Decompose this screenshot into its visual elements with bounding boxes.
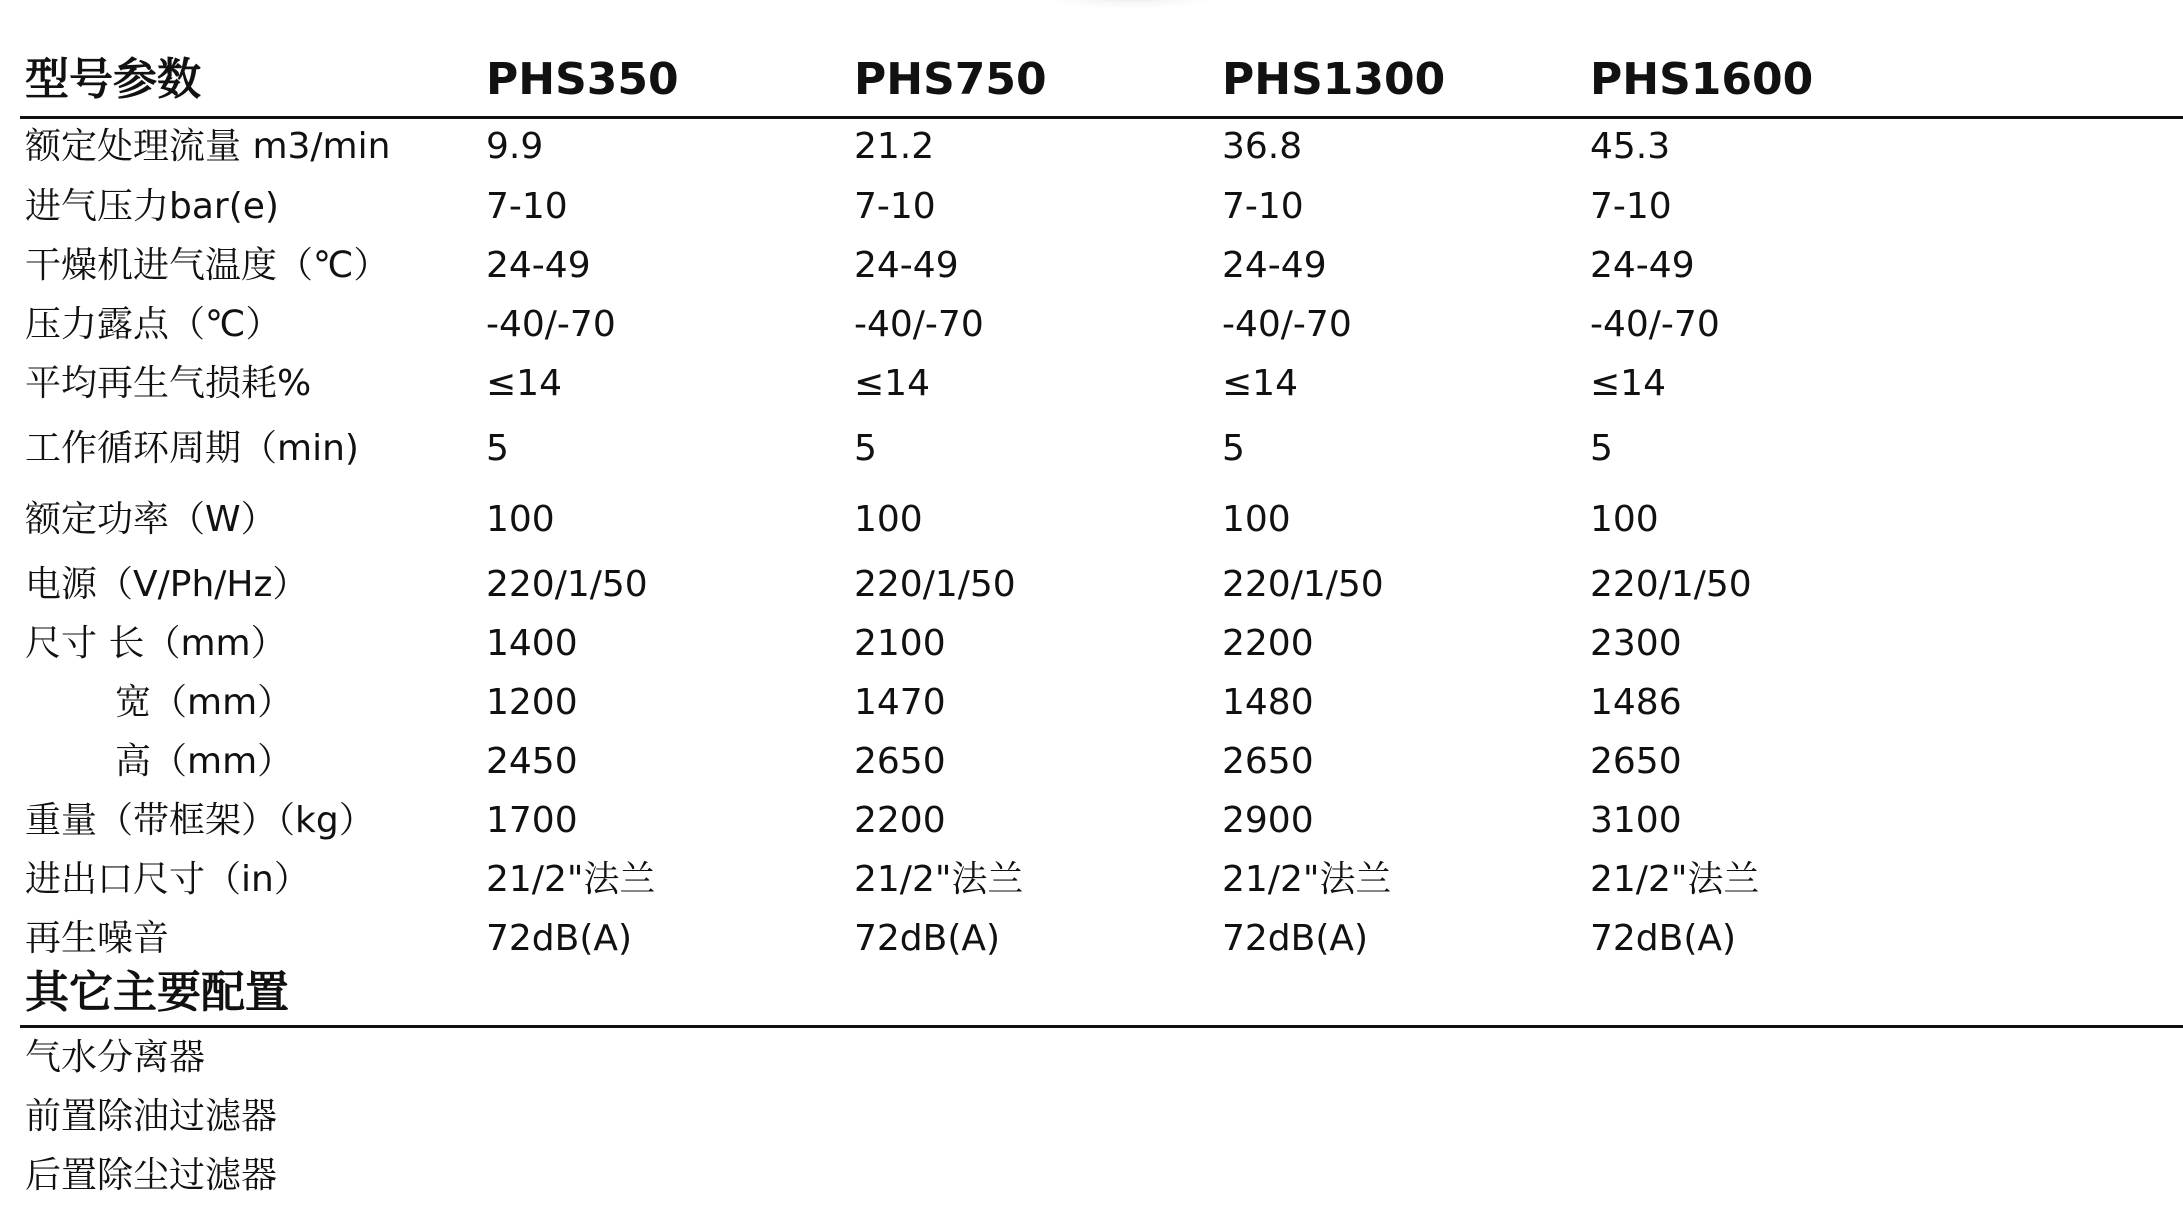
- row-value: 45.3: [1590, 126, 1671, 167]
- row-value: 1400: [486, 623, 578, 664]
- row-value: ≤14: [486, 363, 562, 404]
- row-value: 100: [1590, 499, 1659, 540]
- row-label: 进气压力bar(e): [25, 186, 279, 227]
- row-value: 220/1/50: [854, 564, 1016, 605]
- row-label: 重量（带框架）（kg）: [25, 800, 375, 841]
- row-value: 2200: [854, 800, 946, 841]
- config-item: 气水分离器: [25, 1037, 206, 1078]
- model-phs1600: PHS1600: [1590, 54, 1814, 105]
- table-row: [0, 295, 2183, 355]
- table-row: [0, 614, 2183, 674]
- row-value: -40/-70: [486, 304, 616, 345]
- row-label: 平均再生气损耗%: [25, 363, 312, 404]
- table-row: [0, 850, 2183, 910]
- row-value: 5: [486, 428, 509, 469]
- row-value: -40/-70: [854, 304, 984, 345]
- row-label: 电源（V/Ph/Hz）: [25, 564, 309, 605]
- config-item: 前置除油过滤器: [25, 1096, 278, 1137]
- row-value: 1700: [486, 800, 578, 841]
- table-row: [0, 177, 2183, 237]
- row-value: 24-49: [1590, 245, 1695, 286]
- table-row: [0, 490, 2183, 550]
- row-value: 5: [1222, 428, 1245, 469]
- model-phs1300: PHS1300: [1222, 54, 1446, 105]
- row-value: 1470: [854, 682, 946, 723]
- table-row: [0, 419, 2183, 479]
- row-value: 2650: [1590, 741, 1682, 782]
- table-row: [0, 673, 2183, 733]
- row-label: 进出口尺寸（in）: [25, 859, 310, 900]
- config-item: 后置除尘过滤器: [25, 1155, 278, 1196]
- row-value: ≤14: [1590, 363, 1666, 404]
- row-label: 尺寸 长（mm）: [25, 623, 287, 664]
- row-value: 100: [1222, 499, 1291, 540]
- row-value: 72dB(A): [854, 918, 1001, 959]
- row-value: 72dB(A): [1590, 918, 1737, 959]
- table-row: [0, 117, 2183, 177]
- row-label: 干燥机进气温度（℃）: [25, 245, 390, 286]
- row-value: -40/-70: [1590, 304, 1720, 345]
- row-value: 2650: [854, 741, 946, 782]
- row-value: 24-49: [1222, 245, 1327, 286]
- row-label: 压力露点（℃）: [25, 304, 282, 345]
- row-value: 24-49: [854, 245, 959, 286]
- row-value: 2100: [854, 623, 946, 664]
- row-value: 100: [486, 499, 555, 540]
- row-value: 2650: [1222, 741, 1314, 782]
- row-label: 高（mm）: [115, 741, 294, 782]
- row-value: 21/2"法兰: [1590, 859, 1760, 900]
- table-row: [0, 791, 2183, 851]
- row-value: 220/1/50: [486, 564, 648, 605]
- row-value: 100: [854, 499, 923, 540]
- row-label: 工作循环周期（min): [25, 428, 359, 469]
- row-label: 宽（mm）: [115, 682, 294, 723]
- row-value: 24-49: [486, 245, 591, 286]
- table-row: [0, 236, 2183, 296]
- row-value: 5: [1590, 428, 1613, 469]
- row-value: 21/2"法兰: [1222, 859, 1392, 900]
- spec-table-header: [0, 50, 2183, 110]
- row-value: ≤14: [1222, 363, 1298, 404]
- row-label: 再生噪音: [25, 918, 170, 959]
- row-value: 5: [854, 428, 877, 469]
- row-value: 21/2"法兰: [486, 859, 656, 900]
- row-value: 2200: [1222, 623, 1314, 664]
- row-value: 21.2: [854, 126, 935, 167]
- config-section-title: 其它主要配置: [25, 967, 289, 1018]
- table-row: [0, 732, 2183, 792]
- row-value: 72dB(A): [486, 918, 633, 959]
- row-value: 1486: [1590, 682, 1682, 723]
- row-value: 9.9: [486, 126, 544, 167]
- row-value: 7-10: [486, 186, 568, 227]
- row-value: 72dB(A): [1222, 918, 1369, 959]
- row-value: 2450: [486, 741, 578, 782]
- row-label: 额定处理流量 m3/min: [25, 126, 391, 167]
- row-value: 36.8: [1222, 126, 1303, 167]
- model-phs350: PHS350: [486, 54, 679, 105]
- row-value: 7-10: [1222, 186, 1304, 227]
- row-value: ≤14: [854, 363, 930, 404]
- row-value: 1480: [1222, 682, 1314, 723]
- table-row: [0, 354, 2183, 414]
- header-label: 型号参数: [25, 54, 201, 105]
- row-value: 2900: [1222, 800, 1314, 841]
- row-value: 220/1/50: [1222, 564, 1384, 605]
- row-value: 1200: [486, 682, 578, 723]
- config-rule: [20, 1025, 2183, 1028]
- model-phs750: PHS750: [854, 54, 1047, 105]
- row-value: 7-10: [1590, 186, 1672, 227]
- table-row: [0, 555, 2183, 615]
- row-value: 2300: [1590, 623, 1682, 664]
- row-value: 220/1/50: [1590, 564, 1752, 605]
- row-value: 7-10: [854, 186, 936, 227]
- row-label: 额定功率（W）: [25, 499, 277, 540]
- row-value: -40/-70: [1222, 304, 1352, 345]
- row-value: 21/2"法兰: [854, 859, 1024, 900]
- table-row: [0, 909, 2183, 969]
- row-value: 3100: [1590, 800, 1682, 841]
